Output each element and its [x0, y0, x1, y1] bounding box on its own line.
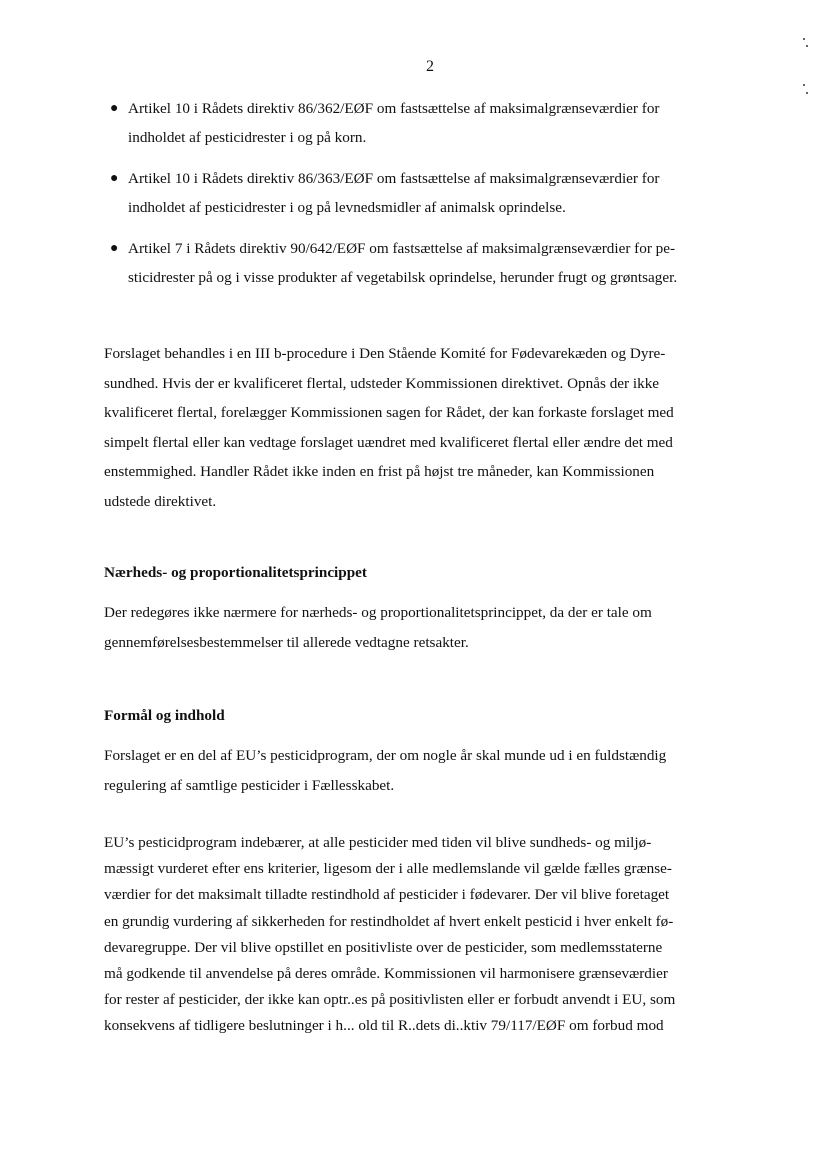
list-item-line: indholdet af pesticidrester i og på levnedsmidler af animalsk oprindelse. — [128, 199, 566, 216]
list-item-line: Artikel 10 i Rådets direktiv 86/362/EØF om fastsættelse af maksimalgrænseværdier for — [128, 100, 660, 117]
bullet-icon: ● — [110, 241, 119, 256]
paragraph-line: EU’s pesticidprogram indebærer, at alle pesticider med tiden vil blive sundheds- og miljø- — [104, 834, 652, 851]
paragraph-line: sundhed. Hvis der er kvalificeret flertal, udsteder Kommissionen direktivet. Opnås der ikke — [104, 374, 660, 392]
paragraph-line: udstede direktivet. — [104, 492, 217, 510]
paragraph-line: konsekvens af tidligere beslutninger i h... old til R..dets di..ktiv 79/117/EØF om forbud mod — [104, 1017, 664, 1035]
list-item-line: Artikel 10 i Rådets direktiv 86/363/EØF om fastsættelse af maksimalgrænseværdier for — [128, 170, 660, 187]
scan-speck — [806, 92, 808, 94]
paragraph-line: for rester af pesticider, der ikke kan optr..es på positivlisten eller er forbudt anvendt i EU, som — [104, 991, 676, 1009]
paragraph-line: enstemmighed. Handler Rådet ikke inden en frist på højst tre måneder, kan Kommissionen — [104, 463, 655, 480]
directive-list — [106, 94, 756, 304]
list-item — [106, 234, 756, 292]
paragraph-line: Forslaget er en del af EU’s pesticidprogram, der om nogle år skal munde ud i en fuldstændig — [104, 747, 667, 764]
list-item — [106, 164, 756, 222]
program-paragraph — [104, 830, 744, 1040]
paragraph-line: simpelt flertal eller kan vedtage forslaget uændret med kvalificeret flertal eller ændre det med — [104, 433, 673, 451]
list-item-line: Artikel 7 i Rådets direktiv 90/642/EØF om fastsættelse af maksimalgrænseværdier for pe- — [128, 240, 676, 257]
section-heading-purpose: Formål og indhold — [104, 707, 225, 724]
paragraph-line: må godkende til anvendelse på deres område. Kommissionen vil harmonisere grænseværdier — [104, 965, 668, 983]
scan-speck — [806, 45, 808, 47]
procedure-paragraph — [104, 339, 744, 516]
purpose-paragraph — [104, 741, 744, 800]
paragraph-line: Forslaget behandles i en III b-procedure i Den Stående Komité for Fødevarekæden og Dyre- — [104, 345, 666, 362]
bullet-icon: ● — [110, 101, 119, 116]
paragraph-line: regulering af samtlige pesticider i Fællesskabet. — [104, 776, 395, 794]
list-item-line: sticidrester på og i visse produkter af vegetabilsk oprindelse, herunder frugt og grøntsager. — [128, 269, 678, 286]
page-number: 2 — [426, 58, 434, 75]
section-heading-subsidiarity: Nærheds- og proportionalitetsprincippet — [104, 564, 367, 581]
list-item-line: indholdet af pesticidrester i og på korn. — [128, 129, 367, 146]
paragraph-line: en grundig vurdering af sikkerheden for restindholdet af hvert enkelt pesticid i hver enkelt fø- — [104, 912, 674, 930]
paragraph-line: værdier for det maksimalt tilladte restindhold af pesticider i fødevarer. Der vil blive foretaget — [104, 886, 670, 904]
scan-speck — [803, 38, 805, 40]
paragraph-line: devaregruppe. Der vil blive opstillet en positivliste over de pesticider, som medlemsstaterne — [104, 938, 663, 956]
list-item — [106, 94, 756, 152]
bullet-icon: ● — [110, 171, 119, 186]
scan-speck — [803, 84, 805, 86]
paragraph-line: mæssigt vurderet efter ens kriterier, ligesom der i alle medlemslande vil gælde fælles grænse- — [104, 860, 672, 878]
paragraph-line: gennemførelsesbestemmelser til allerede vedtagne retsakter. — [104, 633, 469, 651]
subsidiarity-paragraph — [104, 598, 744, 657]
paragraph-line: kvalificeret flertal, forelægger Kommissionen sagen for Rådet, der kan forkaste forslaget med — [104, 404, 674, 421]
paragraph-line: Der redegøres ikke nærmere for nærheds- og proportionalitetsprincippet, da der er tale om — [104, 604, 652, 621]
